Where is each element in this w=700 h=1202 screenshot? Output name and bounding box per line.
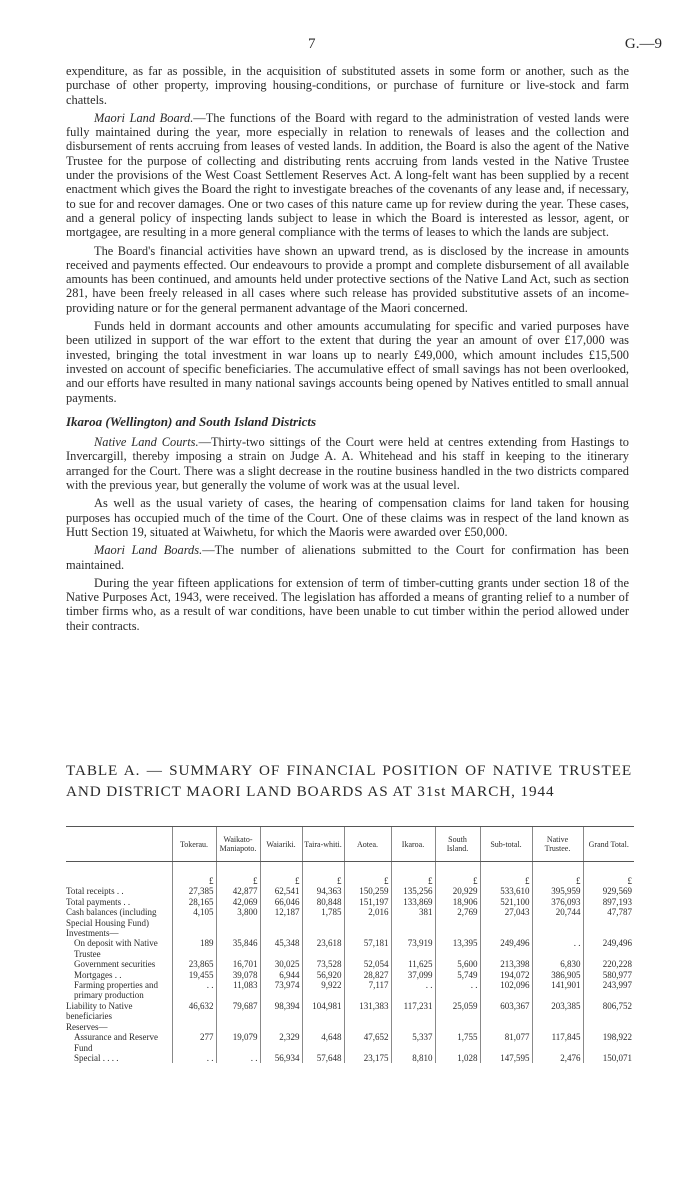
table-cell: . . [532,938,583,959]
table-cell: 20,929 [435,886,480,896]
table-row [66,1053,634,1063]
document-reference: G.—9 [624,36,662,52]
unit-cell: £ [391,862,435,887]
table-row [66,980,634,1001]
table-cell: 521,100 [480,897,532,907]
table-row [66,886,634,896]
table-cell [391,928,435,938]
table-cell: 386,905 [532,970,583,980]
row-label: Total payments . . [66,896,131,907]
table-cell: 194,072 [480,970,532,980]
unit-cell: £ [172,862,216,887]
data-table [66,826,634,1063]
table-cell: 277 [172,1032,216,1053]
unit-cell: £ [216,862,260,887]
table-cell: 98,394 [260,1001,302,1022]
paragraph: The Board's financial activities have shown an upward trend, as is disclosed by the increase in amounts received and payments effected. Our endeavours to provide a prompt and complete disbursement of all available amounts has been continued, and amounts held under protective sections of the Native Land Act, such as section 281, have been freely released in all cases where such release has provided substitutive assets of an income-providing nature or for the general permanent advantage of the Maori concerned. [66,243,629,315]
row-label: Investments— [66,928,119,939]
paragraph: As well as the usual variety of cases, the hearing of compensation claims for land taken for housing purposes has occupied much of the time of the Court. One of these claims was in respect of the land known as Hutt Section 19, situated at Waiwhetu, for which the Maoris were awarded over £50,000. [66,496,629,539]
table-cell [435,1022,480,1032]
table-cell: 27,385 [172,886,216,896]
table-cell: 28,827 [344,970,391,980]
table-cell: 57,181 [344,938,391,959]
table-cell: 56,934 [260,1053,302,1063]
table-cell [583,1022,634,1032]
table-cell: 47,652 [344,1032,391,1053]
paragraph: expenditure, as far as possible, in the acquisition of substituted assets in some form or another, such as the purchase of other property, improving housing-conditions, or purchase of furniture or live-stock and farm chattels. [66,64,629,107]
table-cell: 1,785 [302,907,344,928]
table-cell: 28,165 [172,897,216,907]
table-cell: 13,395 [435,938,480,959]
column-header [66,827,172,862]
unit-cell [66,862,172,887]
row-label: Cash balances (including Special Housing Fund) [66,907,157,928]
table-cell: 147,595 [480,1053,532,1063]
table-row [66,1001,634,1022]
body-text [66,64,629,637]
table-cell: 131,383 [344,1001,391,1022]
table-cell: 5,600 [435,959,480,969]
table-cell: 6,944 [260,970,302,980]
table-cell: 37,099 [391,970,435,980]
table-row [66,1022,634,1032]
table-cell: 8,810 [391,1053,435,1063]
table-header-row [66,827,634,862]
table-cell: . . [391,980,435,1001]
table-cell: 897,193 [583,897,634,907]
table-cell: 73,919 [391,938,435,959]
financial-summary-table [66,826,634,1063]
table-cell: 25,059 [435,1001,480,1022]
paragraph-lead: Native Land Courts. [94,435,199,450]
table-cell: 66,046 [260,897,302,907]
units-row [66,862,634,887]
table-cell: 6,830 [532,959,583,969]
table-cell: 1,028 [435,1053,480,1063]
table-row [66,959,634,969]
paragraph: Funds held in dormant accounts and other amounts accumulating for specific and varied purposes have been utilized in support of the war effort to the extent that during the year an amount of over £17,000 was invested, bringing the total investment in war loans up to nearly £49,000, which amount includes £15,500 invested on account of specific beneficiaries. The accumulative effect of small savings has not been overlooked, and our efforts have resulted in many national savings accounts being opened by Natives entitled to small annual payments. [66,319,629,405]
table-cell [532,1022,583,1032]
table-cell [344,1022,391,1032]
table-cell: 243,997 [583,980,634,1001]
table-cell: 213,398 [480,959,532,969]
table-cell: 39,078 [216,970,260,980]
table-cell: 45,348 [260,938,302,959]
table-row [66,928,634,938]
table-cell: 198,922 [583,1032,634,1053]
table-cell [480,1022,532,1032]
table-row [66,897,634,907]
row-label: Mortgages . . [74,969,122,980]
unit-cell: £ [435,862,480,887]
table-cell: 249,496 [480,938,532,959]
table-cell: 117,845 [532,1032,583,1053]
table-cell: 57,648 [302,1053,344,1063]
column-header: Sub-total. [480,827,532,862]
table-cell: 929,569 [583,886,634,896]
unit-cell: £ [532,862,583,887]
table-cell [302,928,344,938]
column-header: South Island. [435,827,480,862]
table-cell: 79,687 [216,1001,260,1022]
column-header: Waikato-Maniapoto. [216,827,260,862]
table-cell: 11,625 [391,959,435,969]
paragraph: During the year fifteen applications for extension of term of timber-cutting grants under section 18 of the Native Purposes Act, 1943, were received. The legislation has afforded a means of granting relief to a number of timber firms who, as a result of war conditions, have been unable to cut timber within the period allowed under their contracts. [66,575,629,633]
paragraph: Native Land Courts.—Thirty-two sittings of the Court were held at centres extending from Hastings to Invercargill, thereby imposing a strain on Judge A. A. Whitehead and his staff in keeping to the itinerary arranged for the Court. There was a slight decrease in the routine business handled in the two districts compared with the previous year, but generally the volume of work was at the usual level. [66,435,629,493]
table-cell: 806,752 [583,1001,634,1022]
column-header: Tokerau. [172,827,216,862]
table-cell [172,928,216,938]
table-cell: 151,197 [344,897,391,907]
table-cell: 220,228 [583,959,634,969]
table-cell: 4,648 [302,1032,344,1053]
unit-cell: £ [260,862,302,887]
table-cell: 2,016 [344,907,391,928]
table-cell: 580,977 [583,970,634,980]
table-cell: 133,869 [391,897,435,907]
table-cell [435,928,480,938]
row-label: Farming properties and primary production [74,980,158,1001]
table-cell: 2,329 [260,1032,302,1053]
table-cell: 73,528 [302,959,344,969]
table-row [66,907,634,928]
paragraph: Maori Land Boards.—The number of alienations submitted to the Court for confirmation has been maintained. [66,543,629,572]
table-cell: 2,769 [435,907,480,928]
unit-cell: £ [344,862,391,887]
table-row [66,970,634,980]
table-cell [480,928,532,938]
table-cell [532,928,583,938]
row-label: On deposit with Native Trustee [74,938,158,959]
table-cell: 3,800 [216,907,260,928]
column-header: Native Trustee. [532,827,583,862]
table-cell: 30,025 [260,959,302,969]
column-header: Ikaroa. [391,827,435,862]
table-cell: 20,744 [532,907,583,928]
table-cell: 150,071 [583,1053,634,1063]
table-cell: 12,187 [260,907,302,928]
table-cell: 1,755 [435,1032,480,1053]
column-header: Waiariki. [260,827,302,862]
column-header: Taira-whiti. [302,827,344,862]
table-cell: 5,749 [435,970,480,980]
table-cell: 23,175 [344,1053,391,1063]
table-cell [260,1022,302,1032]
table-cell: 376,093 [532,897,583,907]
unit-cell: £ [583,862,634,887]
table-cell: 395,959 [532,886,583,896]
table-cell: 47,787 [583,907,634,928]
column-header: Aotea. [344,827,391,862]
table-cell: 603,367 [480,1001,532,1022]
row-label: Assurance and Reserve Fund [74,1032,158,1053]
table-cell: . . [172,1053,216,1063]
table-cell: 102,096 [480,980,532,1001]
table-cell: 533,610 [480,886,532,896]
paragraph: Maori Land Board.—The functions of the Board with regard to the administration of vested lands were fully maintained during the year, more especially in relation to renewals of leases and the collection and disbursement of rents accruing from leases of vested lands. In addition, the Board is also the agent of the Native Trustee for the purpose of collecting and distributing rents accruing from lands vested in the Native Trustee under the provisions of the West Coast Settlement Reserves Act. A long-felt want has been supplied by a recent enactment which gives the Board the right to investigate breaches of the covenants of any lease and, if necessary, to sue for and recover damages. One or two cases of this nature came up for review during the year. These cases, and a general policy of inspecting lands subject to lease in which the Board is interested as lessor, agent, or mortgagee, are resulting in a more general compliance with the terms of leases to which the lands are subject. [66,110,629,240]
table-cell: 23,618 [302,938,344,959]
table-row [66,1032,634,1053]
table-cell: . . [216,1053,260,1063]
table-cell: 5,337 [391,1032,435,1053]
table-cell: 81,077 [480,1032,532,1053]
page-header [0,36,700,56]
table-cell: 23,865 [172,959,216,969]
table-row [66,938,634,959]
table-cell: 62,541 [260,886,302,896]
table-cell: 80,848 [302,897,344,907]
table-cell: 19,079 [216,1032,260,1053]
table-cell: . . [435,980,480,1001]
table-cell [302,1022,344,1032]
table-cell: 16,701 [216,959,260,969]
section-heading: Ikaroa (Wellington) and South Island Districts [66,413,317,429]
row-label: Liability to Native beneficiaries [66,1000,133,1022]
table-cell: 141,901 [532,980,583,1001]
row-label: Government securities [74,959,156,970]
table-cell [391,1022,435,1032]
table-cell: 203,385 [532,1001,583,1022]
row-label: Total receipts . . [66,886,124,897]
table-cell [260,928,302,938]
paragraph-lead: Maori Land Board. [94,110,194,125]
table-title: TABLE A. — SUMMARY OF FINANCIAL POSITION OF NATIVE TRUSTEE AND DISTRICT MAORI LAND BOARDS AS AT 31st MARCH, 1944 [66,762,632,800]
table-cell: 249,496 [583,938,634,959]
row-label: Special . . . . [74,1052,119,1063]
unit-cell: £ [302,862,344,887]
table-cell: 42,877 [216,886,260,896]
table-cell: 42,069 [216,897,260,907]
table-cell: 4,105 [172,907,216,928]
table-cell: 104,981 [302,1001,344,1022]
table-cell: 73,974 [260,980,302,1001]
table-cell: 189 [172,938,216,959]
page-number: 7 [308,36,316,52]
table-cell: . . [172,980,216,1001]
paragraph-lead: Maori Land Boards. [94,543,203,558]
table-cell [344,928,391,938]
row-label: Reserves— [66,1021,108,1032]
table-cell: 117,231 [391,1001,435,1022]
table-cell: 52,054 [344,959,391,969]
table-cell [216,928,260,938]
table-cell: 35,846 [216,938,260,959]
table-cell [216,1022,260,1032]
table-cell: 11,083 [216,980,260,1001]
table-cell: 135,256 [391,886,435,896]
table-cell [172,1022,216,1032]
table-cell: 381 [391,907,435,928]
table-cell: 56,920 [302,970,344,980]
table-cell: 27,043 [480,907,532,928]
table-cell [583,928,634,938]
table-cell: 7,117 [344,980,391,1001]
column-header: Grand Total. [583,827,634,862]
table-cell: 2,476 [532,1053,583,1063]
table-cell: 18,906 [435,897,480,907]
unit-cell: £ [480,862,532,887]
table-cell: 94,363 [302,886,344,896]
table-cell: 9,922 [302,980,344,1001]
table-cell: 150,259 [344,886,391,896]
table-cell: 46,632 [172,1001,216,1022]
table-cell: 19,455 [172,970,216,980]
